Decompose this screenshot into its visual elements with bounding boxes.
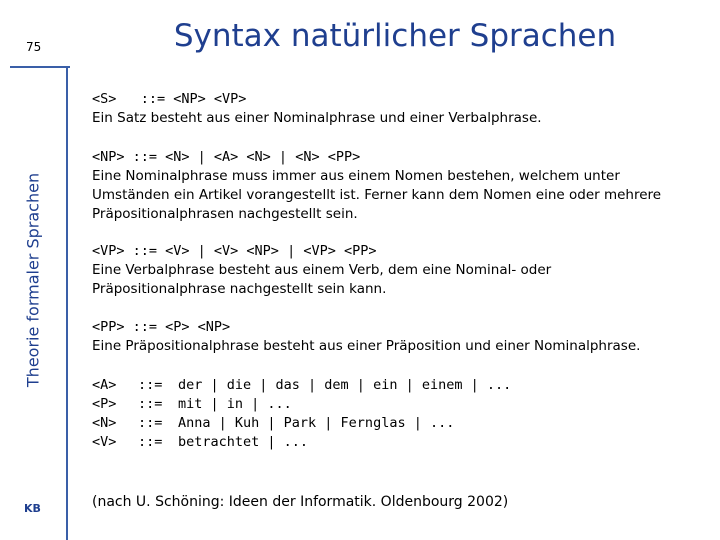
- rule-description: Eine Verbalphrase besteht aus einem Verb, dem eine Nominal- oder: [92, 262, 552, 278]
- lexicon-operator: ::=: [138, 396, 163, 412]
- slide-title: Syntax natürlicher Sprachen: [173, 18, 617, 54]
- header-divider: [10, 66, 70, 68]
- grammar-rule-pp: [92, 318, 640, 356]
- side-label-text: Theorie formaler Sprachen: [23, 172, 43, 388]
- grammar-rule-s: [92, 90, 542, 128]
- source-citation: (nach U. Schöning: Ideen der Informatik. Oldenbourg 2002): [92, 494, 509, 510]
- lexicon-values: mit | in | ...: [178, 396, 292, 412]
- rule-description: Eine Präpositionalphrase besteht aus einer Präposition und einer Nominalphrase.: [92, 338, 641, 354]
- rule-description: Präpositionalphrase nachgestellt sein kann.: [92, 281, 387, 297]
- lexicon-symbol: <N>: [92, 415, 117, 431]
- rule-description: Umständen ein Artikel vorangestellt ist. Ferner kann dem Nomen eine oder mehrere: [92, 187, 662, 203]
- lexicon-symbol: <A>: [92, 377, 117, 393]
- sidebar-divider: [66, 66, 68, 540]
- lexicon-row: [92, 433, 511, 452]
- rule-description: Eine Nominalphrase muss immer aus einem Nomen bestehen, welchem unter: [92, 168, 620, 184]
- lexicon-values: betrachtet | ...: [178, 434, 309, 450]
- lexicon-operator: ::=: [138, 434, 163, 450]
- slide-number: 75: [26, 40, 42, 54]
- lexicon-table: [92, 376, 511, 452]
- lexicon-operator: ::=: [138, 377, 163, 393]
- rule-description: Ein Satz besteht aus einer Nominalphrase und einer Verbalphrase.: [92, 110, 542, 126]
- rule-code: <S> ::= <NP> <VP>: [92, 91, 247, 107]
- lexicon-symbol: <P>: [92, 396, 117, 412]
- grammar-rule-np: [92, 148, 661, 224]
- lexicon-symbol: <V>: [92, 434, 117, 450]
- lexicon-operator: ::=: [138, 415, 163, 431]
- rule-code: <VP> ::= <V> | <V> <NP> | <VP> <PP>: [92, 243, 377, 259]
- rule-code: <PP> ::= <P> <NP>: [92, 319, 231, 335]
- lexicon-row: [92, 395, 511, 414]
- rule-code: <NP> ::= <N> | <A> <N> | <N> <PP>: [92, 149, 361, 165]
- lexicon-row: [92, 414, 511, 433]
- lexicon-values: Anna | Kuh | Park | Fernglas | ...: [178, 415, 455, 431]
- footer-logo: KB: [24, 502, 41, 515]
- lexicon-values: der | die | das | dem | ein | einem | ...: [178, 377, 512, 393]
- grammar-rule-vp: [92, 242, 551, 299]
- rule-description: Präpositionalphrasen nachgestellt sein.: [92, 206, 358, 222]
- lexicon-row: [92, 376, 511, 395]
